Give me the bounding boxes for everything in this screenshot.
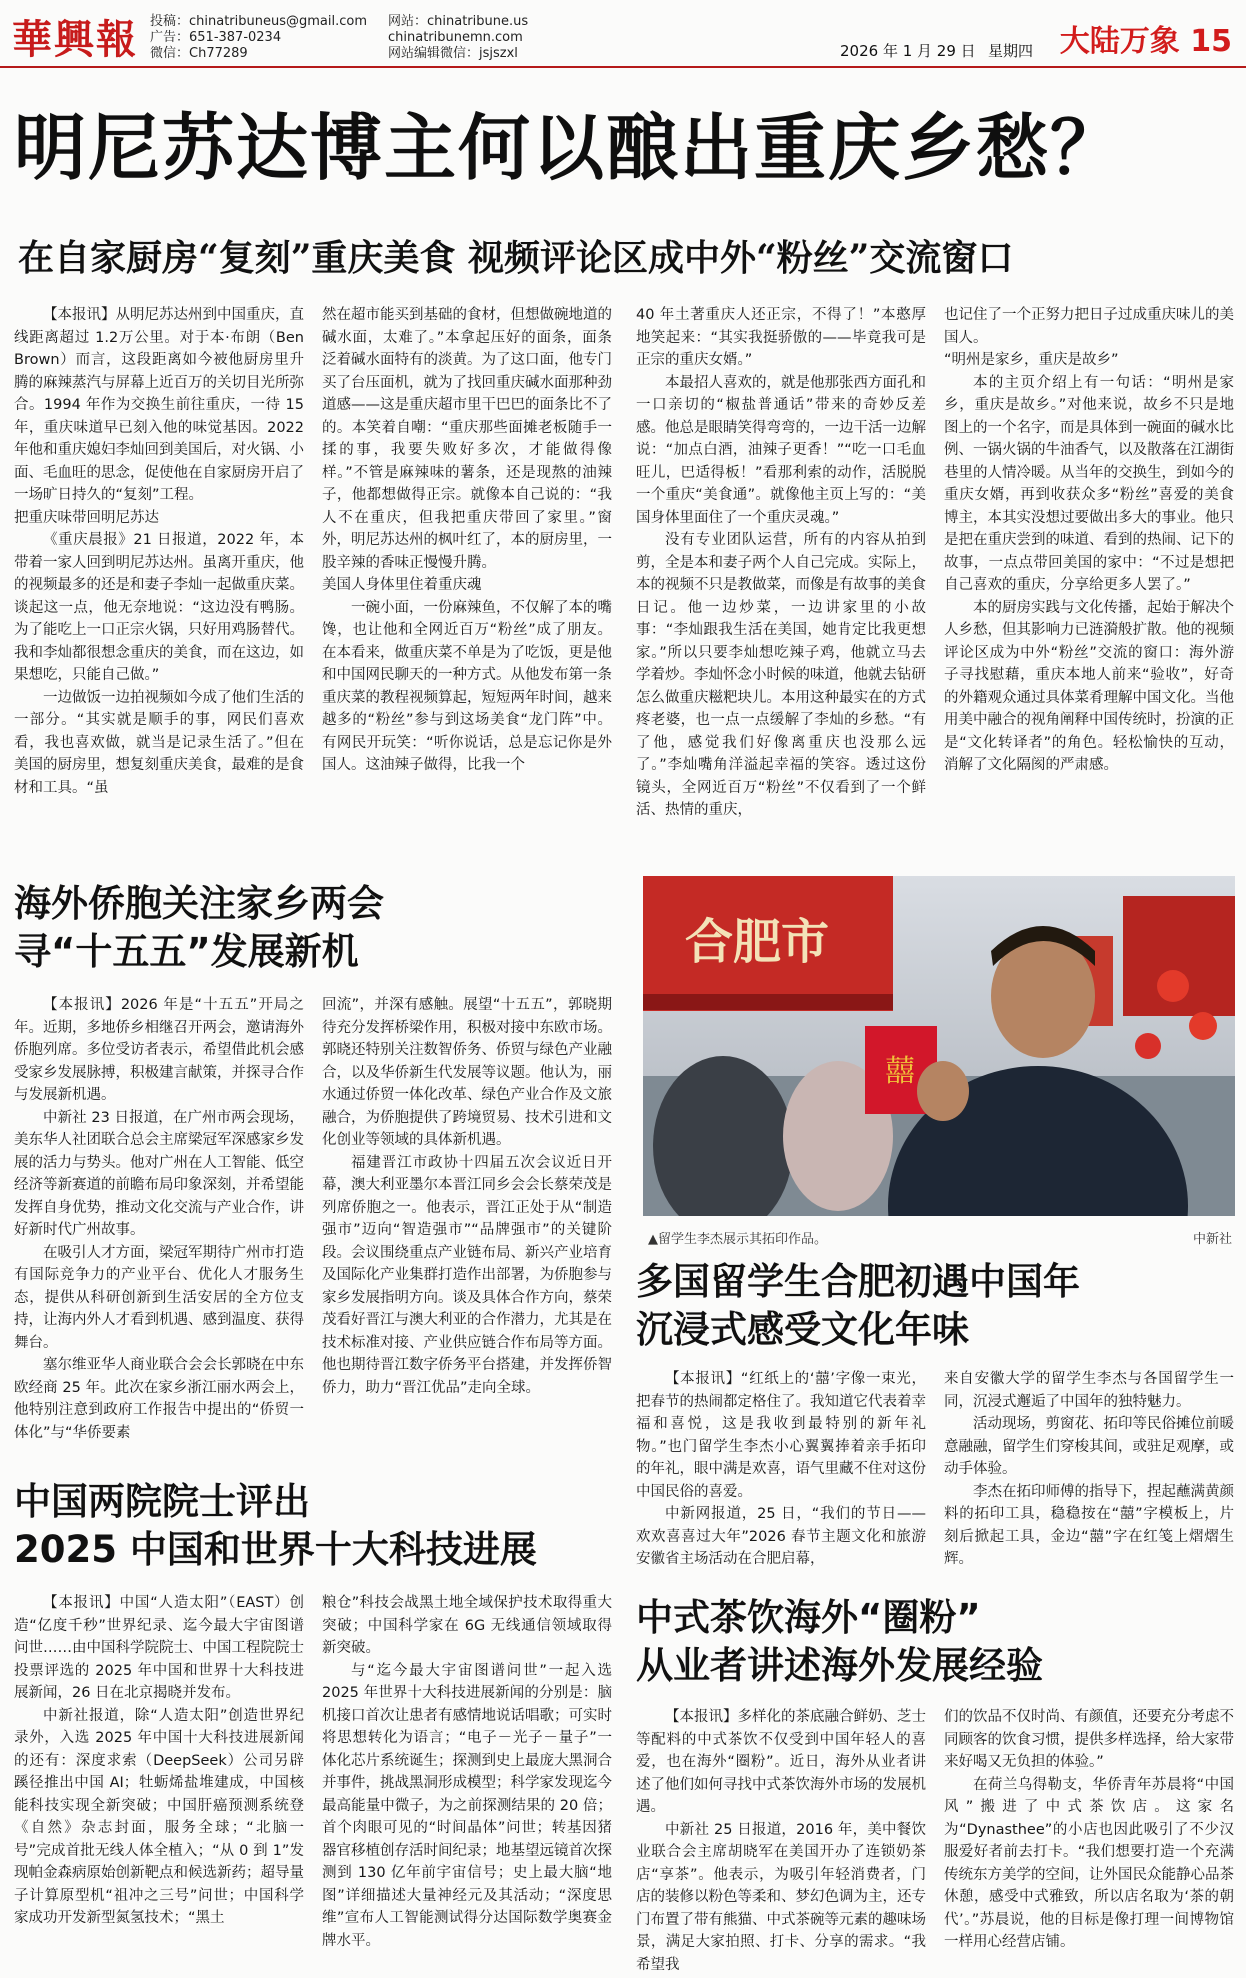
paragraph: 中新网报道，25 日，“我们的节日——欢欢喜喜过大年”2026 春节主题文化和旅游安徽省主场活动在合肥启幕， — [636, 1506, 926, 1567]
story2-headline — [14, 880, 614, 976]
section-subhead: “明州是家乡，重庆是故乡” — [944, 352, 1119, 368]
lead-headline: 明尼苏达博主何以酿出重庆乡愁？ — [14, 106, 1125, 190]
paragraph: 在吸引人才方面，梁冠军期待广州市打造有国际竞争力的产业平台、优化人才服务生态，提供从科研创新到生活安居的全方位支持，让海内外人才看到机遇、感到温度、获得舞台。 — [14, 1244, 304, 1351]
paragraph: 【本报讯】多样化的茶底融合鲜奶、芝士等配料的中式茶饮不仅受到中国年轻人的喜爱，也在海外“圈粉”。近日，海外从业者讲述了他们如何寻找中式茶饮海外市场的发展机遇。 — [636, 1709, 926, 1815]
paragraph: 来自安徽大学的留学生李杰与各国留学生一同，沉浸式邂逅了中国年的独特魅力。 — [944, 1371, 1234, 1410]
website-editor-wechat: 网站编辑微信：jsjszxl — [388, 46, 518, 61]
photo-banner-text: 合肥市 — [685, 914, 830, 970]
headline-line: 中国两院院士评出 — [14, 1480, 310, 1523]
lead-column-1 — [14, 304, 304, 852]
svg-text:囍: 囍 — [885, 1054, 915, 1089]
story4-column-1 — [636, 1368, 926, 1578]
headline-line: 寻“十五五”发展新机 — [14, 930, 359, 973]
newspaper-logo: 華興報 — [12, 16, 138, 63]
masthead — [0, 0, 1246, 68]
contact-email: 投稿：chinatribuneus@gmail.com — [150, 14, 368, 29]
paragraph: 福建晋江市政协十四届五次会议近日开幕，澳大利亚墨尔本晋江同乡会会长蔡荣茂是列席侨胞之一。他表示，晋江正处于从“制造强市”迈向“智造强市”“品牌强市”的关键阶段。会议围绕重点产业链布局、新兴产业培育及国际化产业集群打造作出部署，为侨胞参与家乡发展指明方向。谈及具体合作方向，蔡荣茂看好晋江与澳大利亚的合作潜力，尤其是在技术标准对接、产业供应链合作布局等方面。他也期待晋江数字侨务平台搭建，并发挥侨智侨力，助力“晋江优品”走向全球。 — [322, 1154, 612, 1396]
paragraph: 李杰在拓印师傅的指导下，捏起蘸满黄颜料的拓印工具，稳稳按在“囍”字模板上，片刻后掀起工具，金边“囍”字在红笺上熠熠生辉。 — [944, 1483, 1234, 1567]
website-url-2: chinatribunemn.com — [388, 30, 523, 45]
paragraph: 粮仓”科技会战黑土地全域保护技术取得重大突破；中国科学家在 6G 无线通信领域取得新突破。 — [322, 1595, 612, 1656]
photo-credit: 中新社 — [1192, 1232, 1232, 1247]
paragraph: 《重庆晨报》21 日报道，2022 年，本带着一家人回到明尼苏达州。虽离开重庆，他的视频最多的还是和妻子李灿一起做重庆菜。谈起这一点，他无奈地说：“这边没有鸭肠。为了能吃上一口正宗火锅，只好用鸡肠替代。我和李灿都很想念重庆的美食，而在这边，如果想吃，只能自己做。” — [14, 532, 304, 683]
news-photo — [643, 876, 1235, 1216]
lead-column-3 — [636, 304, 926, 864]
paragraph: 本的厨房实践与文化传播，起始于解决个人乡愁，但其影响力已涟漪般扩散。他的视频评论区成为中外“粉丝”交流的窗口：海外游子寻找慰藉，重庆本地人前来“验收”，好奇的外籍观众通过具体菜肴理解中国文化。当他用美中融合的视角阐释中国传统时，扮演的正是“文化转译者”的角色。轻松愉快的互动，消解了文化隔阂的严肃感。 — [944, 599, 1234, 773]
paragraph: 【本报讯】从明尼苏达州到中国重庆，直线距离超过 1.2万公里。对于本·布朗（Ben Brown）而言，这段距离如今被他厨房里升腾的麻辣蒸汽与屏幕上近百万的关切目光所弥合。1994 年作为交换生前往重庆，一待 15 年，重庆味道早已刻入他的味觉基因。2022 年他和重庆媳妇李灿回到美国后，对火锅、小面、毛血旺的思念，促使他在自家厨房开启了一场旷日持久的“复刻”工程。 — [14, 307, 304, 503]
website-url-1: 网站：chinatribune.us — [388, 14, 529, 29]
headline-line: 海外侨胞关注家乡两会 — [14, 882, 384, 925]
story3-headline — [14, 1478, 614, 1574]
paragraph: 回流”，并深有感触。展望“十五五”，郭晓期待充分发挥桥梁作用，积极对接中东欧市场。郭晓还特别关注数智侨务、侨贸与绿色产业融合，以及华侨新生代发展等议题。他认为，丽水通过侨贸一体化改革、绿色产业合作及文旅融合，为侨胞提供了跨境贸易、技术引进和文化创业等领域的具体新机遇。 — [322, 997, 612, 1148]
headline-line: 中式茶饮海外“圈粉” — [636, 1596, 981, 1639]
contact-ad-phone: 广告：651-387-0234 — [150, 30, 282, 45]
story5-column-1 — [636, 1706, 926, 1972]
paragraph: 本的主页介绍上有一句话：“明州是家乡，重庆是故乡。”对他来说，故乡不只是地图上的一个名字，而是具体到一碗面的碱水比例、一锅火锅的牛油香气，以及散落在江湖街巷里的人情冷暖。从当年的交换生，到如今的重庆女婿，再到收获众多“粉丝”喜爱的美食博主，本其实没想过要做出多大的事业。他只是把在重庆尝到的味道、看到的热闹、记下的故事，一点点带回美国的家中：“不过是想把自己喜欢的重庆，分享给更多人罢了。” — [944, 374, 1234, 593]
story2-column-2 — [322, 994, 612, 1454]
headline-line: 沉浸式感受文化年味 — [636, 1308, 969, 1351]
story3-column-2 — [322, 1592, 612, 1972]
lead-subheadline: 在自家厨房“复刻”重庆美食 视频评论区成中外“粉丝”交流窗口 — [18, 237, 1014, 279]
story5-headline — [636, 1594, 1236, 1690]
photo-caption: ▲留学生李杰展示其拓印作品。 — [648, 1232, 827, 1247]
story3-column-1 — [14, 1592, 304, 1972]
paragraph: 40 年土著重庆人还正宗，不得了！”本憨厚地笑起来：“其实我挺骄傲的——毕竟我可是正宗的重庆女婿。” — [636, 307, 926, 368]
headline-line: 2025 中国和世界十大科技进展 — [14, 1528, 537, 1571]
paragraph: 没有专业团队运营，所有的内容从拍到剪，全是本和妻子两个人自己完成。实际上，本的视频不只是教做菜，而像是有故事的美食日记。他一边炒菜，一边讲家里的小故事：“李灿跟我生活在美国，她肯定比我更想家。”所以只要李灿想吃辣子鸡，他就立马去学着炒。李灿怀念小时候的味道，他就去钻研怎么做重庆糍粑块儿。本用这种最实在的方式疼老婆，也一点一点缓解了李灿的乡愁。“有了他，感觉我们好像离重庆也没那么远了。”李灿嘴角洋溢起幸福的笑容。透过这份镜头，全网近百万“粉丝”不仅看到了一个鲜活、热情的重庆， — [636, 532, 926, 818]
photo-illustration — [643, 876, 1235, 1216]
story4-column-2 — [944, 1368, 1234, 1578]
paragraph: 塞尔维亚华人商业联合会会长郭晓在中东欧经商 25 年。此次在家乡浙江丽水两会上，他特别注意到政府工作报告中提出的“侨贸一体化”与“华侨要素 — [14, 1357, 304, 1441]
issue-weekday: 星期四 — [988, 42, 1034, 60]
contact-info — [150, 14, 367, 62]
paragraph: 也记住了一个正努力把日子过成重庆味儿的美国人。 — [944, 307, 1234, 346]
paragraph: 本最招人喜欢的，就是他那张西方面孔和一口亲切的“椒盐普通话”带来的奇妙反差感。他总是眼睛笑得弯弯的，一边干活一边解说：“加点白酒，油辣子更香！”“吃一口毛血旺儿，巴适得板！”看那利索的动作，活脱脱一个重庆“美食通”。就像他主页上写的：“美国身体里面住了一个重庆灵魂。” — [636, 374, 926, 526]
paragraph: 在荷兰乌得勒支，华侨青年苏晨将“中国风”搬进了中式茶饮店。这家名为“Dynasthee”的小店也因此吸引了不少汉服爱好者前去打卡。“我们想要打造一个充满传统东方美学的空间，让外国民众能静心品茶休憩，感受中式雅致，所以店名取为‘茶的朝代’。”苏晨说，他的目标是像打理一间博物馆一样用心经营店铺。 — [944, 1776, 1234, 1950]
headline-line: 从业者讲述海外发展经验 — [636, 1644, 1043, 1687]
issue-date: 2026 年 1 月 29 日 — [840, 42, 976, 60]
section-title: 大陆万象 15 — [1059, 24, 1232, 59]
story2-column-1 — [14, 994, 304, 1454]
paragraph: 【本报讯】“红纸上的‘囍’字像一束光，把春节的热闹都定格住了。我知道它代表着幸福和喜悦，这是我收到最特别的新年礼物。”也门留学生李杰小心翼翼捧着亲手拓印的年礼，眼中满是欢喜，语气里藏不住对这份中国民俗的喜爱。 — [636, 1371, 926, 1500]
paragraph: 们的饮品不仅时尚、有颜值，还要充分考虑不同顾客的饮食习惯，提供多样选择，给大家带来好喝又无负担的体验。” — [944, 1709, 1234, 1770]
lead-column-4 — [944, 304, 1234, 864]
website-info — [388, 14, 528, 62]
paragraph: 【本报讯】2026 年是“十五五”开局之年。近期，多地侨乡相继召开两会，邀请海外侨胞列席。多位受访者表示，希望借此机会感受家乡发展脉搏，积极建言献策，并探寻合作与发展新机遇。 — [14, 997, 304, 1103]
paragraph: 与“迄今最大宇宙图谱问世”一起入选 2025 年世界十大科技进展新闻的分别是：脑机接口首次让患者有感情地说话唱歌；可实时将思想转化为语言；“电子－光子－量子”一体化芯片系统诞生；探测到史上最庞大黑洞合并事件，挑战黑洞形成模型；科学家发现迄今最高能量中微子，为之前探测结果的 20 倍；首个肉眼可见的“时间晶体”问世；转基因猪器官移植创存活时间纪录；地基望远镜首次探测到 130 亿年前宇宙信号；史上最大脑“地图”详细描述大量神经元及其活动；“深度思维”宣布人工智能测试得分达国际数学奥赛金牌水平。 — [322, 1662, 612, 1949]
paragraph: 然在超市能买到基础的食材，但想做碗地道的碱水面，太难了。”本拿起压好的面条，面条泛着碱水面特有的淡黄。为了这口面，他专门买了台压面机，就为了找回重庆碱水面那种劲道感——这是重庆超市里干巴巴的面条比不了的。本笑着自嘲：“重庆那些面摊老板随手一揉的事，我要失败好多次，才能做得像样。”不管是麻辣味的薯条，还是现熬的油辣子，他都想做得正宗。就像本自己说的：“我人不在重庆，但我把重庆带回了家里。”窗外，明尼苏达州的枫叶红了，本的厨房里，一股辛辣的香味正慢慢升腾。 — [322, 307, 612, 571]
paragraph: 活动现场，剪窗花、拓印等民俗摊位前暖意融融，留学生们穿梭其间，或驻足观摩，或动手体验。 — [944, 1416, 1234, 1477]
paragraph: 中新社报道，除“人造太阳”创造世界纪录外，入选 2025 年中国十大科技进展新闻的还有：深度求索（DeepSeek）公司另辟蹊径推出中国 AI；牡蛎烯盐堆建成，中国核能科技实现全新突破；中国肝癌预测系统登《自然》杂志封面，服务全球；“北脑一号”完成首批无线人体全植入；“从 0 到 1”发现帕金森病原始创新靶点和候选新药；超导量子计算原型机“祖冲之三号”问世；中国科学家成功开发新型氮氢技术；“黑土 — [14, 1707, 304, 1926]
section-subhead: 把重庆味带回明尼苏达 — [14, 509, 159, 526]
paragraph: 中新社 25 日报道，2016 年，美中餐饮业联合会主席胡晓军在美国开办了连锁奶茶店“享茶”。他表示，为吸引年轻消费者，门店的装修以粉色等柔和、梦幻色调为主，还专门布置了带有熊猫、中式茶碗等元素的趣味场景，满足大家拍照、打卡、分享的需求。“我希望我 — [636, 1821, 926, 1972]
section-subhead: 美国人身体里住着重庆魂 — [322, 577, 482, 593]
paragraph: 一碗小面，一份麻辣鱼，不仅解了本的嘴馋，也让他和全网近百万“粉丝”成了朋友。在本看来，做重庆菜不单是为了吃饭，更是他和中国网民聊天的一种方式。从他发布第一条重庆菜的教程视频算起，短短两年时间，越来越多的“粉丝”参与到这场美食“龙门阵”中。有网民开玩笑：“听你说话，总是忘记你是外国人。这油辣子做得，比我一个 — [322, 599, 612, 773]
paragraph: 中新社 23 日报道，在广州市两会现场，美东华人社团联合总会主席梁冠军深感家乡发展的活力与势头。他对广州在人工智能、低空经济等新赛道的前瞻布局印象深刻，并希望能发挥自身优势，推动文化交流与产业合作，讲好新时代广州故事。 — [14, 1109, 304, 1238]
paragraph: 【本报讯】中国“人造太阳”（EAST）创造“亿度千秒”世界纪录、迄今最大宇宙图谱问世……由中国科学院院士、中国工程院院士投票评选的 2025 年中国和世界十大科技进展新闻，26 日在北京揭晓并发布。 — [14, 1595, 304, 1701]
headline-line: 多国留学生合肥初遇中国年 — [636, 1260, 1080, 1303]
story5-column-2 — [944, 1706, 1234, 1972]
lead-column-2 — [322, 304, 612, 852]
paragraph: 一边做饭一边拍视频如今成了他们生活的一部分。“其实就是顺手的事，网民们喜欢看，我也喜欢做，就当是记录生活了。”但在美国的厨房里，想复刻重庆美食，最难的是食材和工具。“虽 — [14, 689, 304, 796]
story4-headline — [636, 1258, 1236, 1354]
contact-wechat: 微信：Ch77289 — [150, 46, 248, 61]
